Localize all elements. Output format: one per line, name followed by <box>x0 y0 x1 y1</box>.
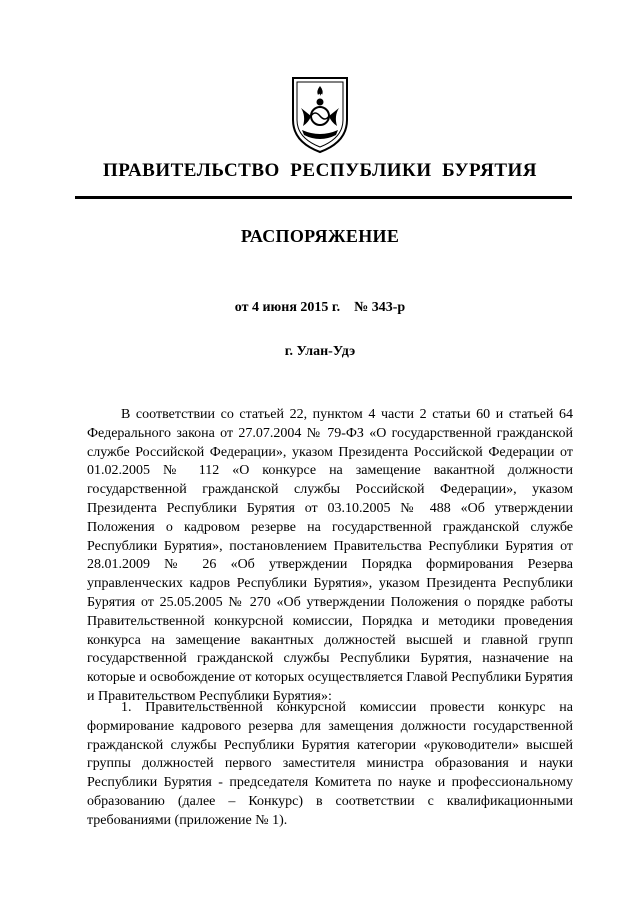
document-type: РАСПОРЯЖЕНИЕ <box>240 226 400 246</box>
document-city: г. Улан-Удэ <box>284 344 356 359</box>
organization-title: ПРАВИТЕЛЬСТВО РЕСПУБЛИКИ БУРЯТИЯ <box>102 160 537 181</box>
document-date-number: от 4 июня 2015 г. № 343-р <box>234 300 406 315</box>
preamble-paragraph: В соответствии со статьей 22, пунктом 4 части 2 статьи 60 и статьей 64 Федерального закона от 27.07.2004 № 79-ФЗ «О государственной гражданской службе Российской Федерации», указом Президента Российской Федерации от 01.02.2005 № 112 «О конкурсе на замещение вакантной должности государственной гражданской службы Российской Федерации», указом Президента Республики Бурятия от 03.10.2005 № 488 «Об утверждении Положения о кадровом резерве на государственной гражданской службе Республики Бурятия», постановлением Правительства Республики Бурятия от 28.01.2009 № 26 «Об утверждении Порядка формирования Резерва управленческих кадров Республики Бурятия», указом Президента Республики Бурятия от 25.05.2005 № 270 «Об утверждении Положения о порядке работы Правительственной конкурсной комиссии, Порядка и методики проведения конкурса на замещение вакантных должностей высшей и главной групп государственной гражданской службы Республики Бурятия, назначение на которые и освобождение от которых осуществляется Главой Республики Бурятия и Правительством Республики Бурятия»: <box>87 407 573 704</box>
header-divider <box>75 196 572 199</box>
coat-of-arms-icon <box>289 72 351 154</box>
clause-1-paragraph: 1. Правительственной конкурсной комиссии провести конкурс на формирование кадрового резерва для замещения должности государственной гражданской службы Республики Бурятия категории «руководители» высшей группы должностей первого заместителя министра образования и науки Республики Бурятия - председателя Комитета по науке и профессиональному образованию (далее – Конкурс) в соответствии с квалификационными требованиями (приложение № 1). <box>87 700 573 828</box>
